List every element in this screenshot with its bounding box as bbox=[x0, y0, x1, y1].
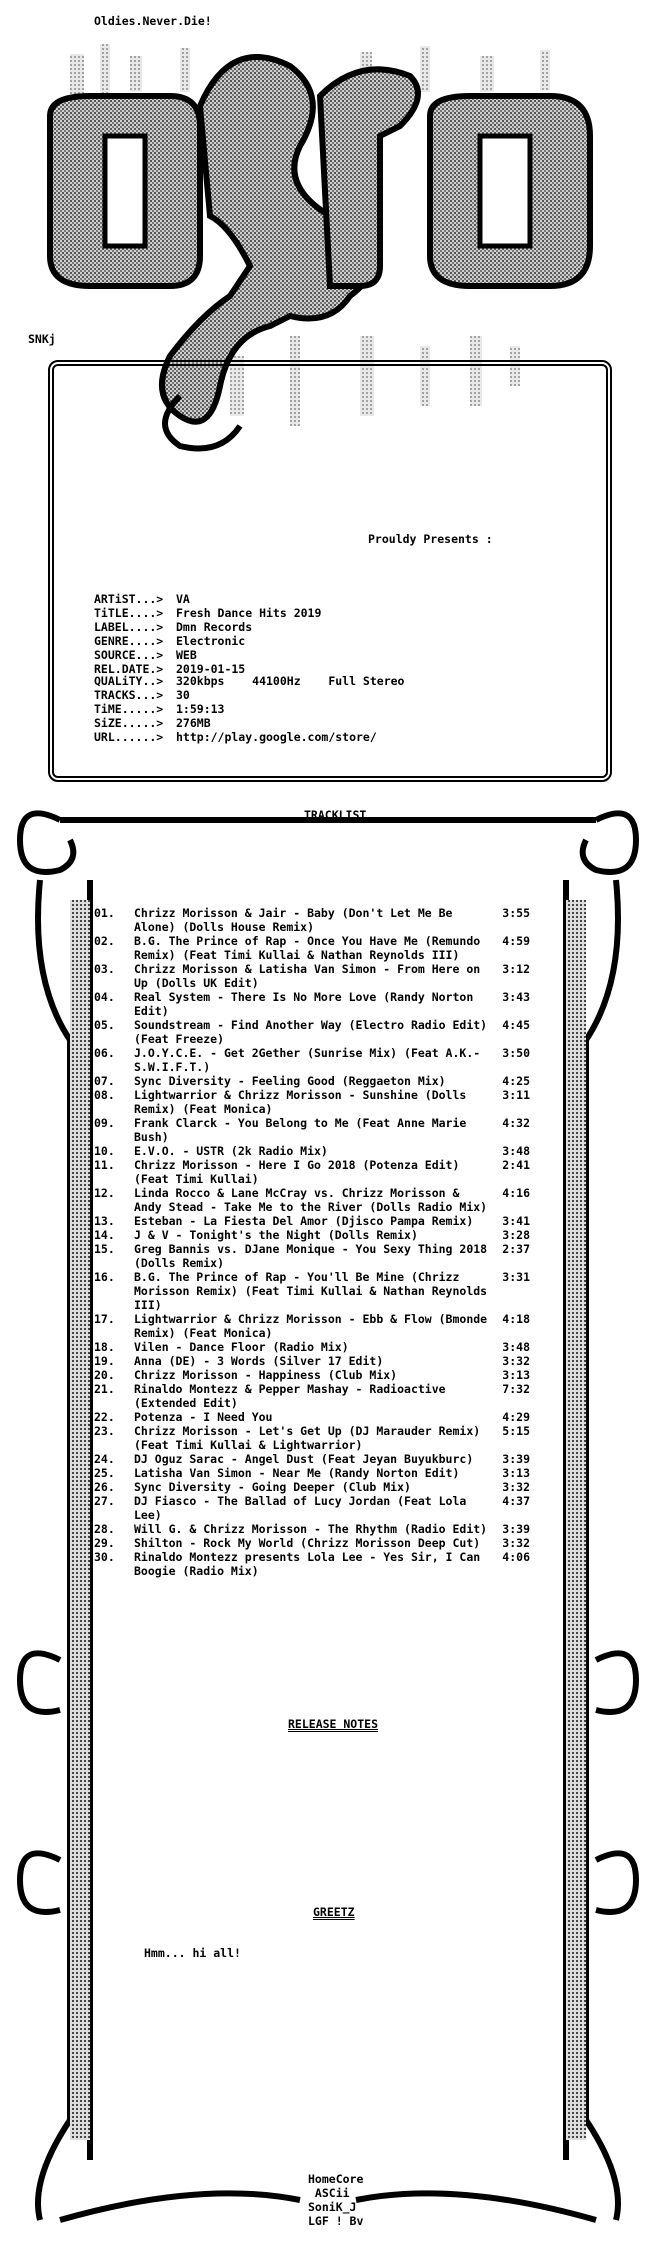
track-number: 17. bbox=[94, 1312, 115, 1326]
info-row-source: SOURCE...> WEB bbox=[94, 648, 197, 662]
track-title: Anna (DE) - 3 Words (Silver 17 Edit) bbox=[134, 1354, 384, 1368]
track-title: Chrizz Morisson - Let's Get Up (DJ Marauder Remix) (Feat Timi Kullai & Lightwarrior) bbox=[134, 1424, 488, 1452]
track-number: 20. bbox=[94, 1368, 115, 1382]
track-time: 2:37 bbox=[502, 1242, 530, 1256]
track-title: J.O.Y.C.E. - Get 2Gether (Sunrise Mix) (Feat A.K.-S.W.I.F.T.) bbox=[134, 1046, 481, 1074]
track-time: 4:45 bbox=[502, 1018, 530, 1032]
track-time: 3:39 bbox=[502, 1452, 530, 1466]
track-title: Chrizz Morisson & Latisha Van Simon - From Here on Up (Dolls UK Edit) bbox=[134, 962, 488, 990]
track-title: Chrizz Morisson - Happiness (Club Mix) bbox=[134, 1368, 398, 1382]
track-number: 09. bbox=[94, 1116, 115, 1130]
track-row bbox=[94, 1186, 534, 1214]
track-row bbox=[94, 1522, 534, 1536]
info-row-size: SiZE.....> 276MB bbox=[94, 716, 211, 730]
track-title: Rinaldo Montezz presents Lola Lee - Yes Sir, I Can Boogie (Radio Mix) bbox=[134, 1550, 488, 1578]
track-row bbox=[94, 1340, 534, 1354]
track-time: 4:16 bbox=[502, 1186, 530, 1200]
track-number: 02. bbox=[94, 934, 115, 948]
track-time: 3:32 bbox=[502, 1480, 530, 1494]
track-title: Lightwarrior & Chrizz Morisson - Ebb & Flow (Bmonde Remix) (Feat Monica) bbox=[134, 1312, 495, 1340]
track-number: 05. bbox=[94, 1018, 115, 1032]
track-time: 3:43 bbox=[502, 990, 530, 1004]
track-title: B.G. The Prince of Rap - Once You Have Me (Remundo Remix) (Feat Timi Kullai & Nathan Reynolds III) bbox=[134, 934, 488, 962]
track-time: 3:13 bbox=[502, 1466, 530, 1480]
track-row bbox=[94, 1270, 534, 1312]
track-title: E.V.O. - USTR (2k Radio Mix) bbox=[134, 1144, 328, 1158]
track-row bbox=[94, 1046, 534, 1074]
track-row bbox=[94, 962, 534, 990]
track-row bbox=[94, 1228, 534, 1242]
track-time: 5:15 bbox=[502, 1424, 530, 1438]
track-row bbox=[94, 1354, 534, 1368]
track-time: 3:39 bbox=[502, 1522, 530, 1536]
track-time: 3:13 bbox=[502, 1368, 530, 1382]
greetz-text: Hmm... hi all! bbox=[144, 1946, 241, 1960]
credits bbox=[308, 2172, 363, 2228]
track-title: Latisha Van Simon - Near Me (Randy Norton Edit) bbox=[134, 1466, 460, 1480]
info-row-label: LABEL....> Dmn Records bbox=[94, 620, 253, 634]
track-number: 30. bbox=[94, 1550, 115, 1564]
track-time: 7:32 bbox=[502, 1382, 530, 1396]
track-row bbox=[94, 1550, 534, 1578]
track-number: 11. bbox=[94, 1158, 115, 1172]
info-row-url: URL......> http://play.google.com/store/ bbox=[94, 730, 377, 744]
track-title: Greg Bannis vs. DJane Monique - You Sexy Thing 2018 (Dolls Remix) bbox=[134, 1242, 495, 1270]
credit-line: SoniK_J bbox=[308, 2200, 357, 2214]
track-number: 22. bbox=[94, 1410, 115, 1424]
track-row bbox=[94, 1242, 534, 1270]
track-number: 15. bbox=[94, 1242, 115, 1256]
track-number: 10. bbox=[94, 1144, 115, 1158]
track-time: 4:59 bbox=[502, 934, 530, 948]
track-title: Chrizz Morisson - Here I Go 2018 (Potenza Edit) (Feat Timi Kullai) bbox=[134, 1158, 467, 1186]
track-time: 3:28 bbox=[502, 1228, 530, 1242]
track-time: 4:37 bbox=[502, 1494, 530, 1508]
track-title: DJ Fiasco - The Ballad of Lucy Jordan (Feat Lola Lee) bbox=[134, 1494, 474, 1522]
track-number: 19. bbox=[94, 1354, 115, 1368]
track-row bbox=[94, 1368, 534, 1382]
release-notes-heading: RELEASE NOTES bbox=[288, 1717, 379, 1731]
track-time: 3:32 bbox=[502, 1354, 530, 1368]
info-row-reldate: REL.DATE.> 2019-01-15 bbox=[94, 662, 246, 676]
track-number: 14. bbox=[94, 1228, 115, 1242]
tracklist bbox=[94, 906, 534, 1578]
track-number: 23. bbox=[94, 1424, 115, 1438]
track-number: 25. bbox=[94, 1466, 115, 1480]
track-row bbox=[94, 1494, 534, 1522]
track-time: 3:55 bbox=[502, 906, 530, 920]
track-title: Will G. & Chrizz Morisson - The Rhythm (Radio Edit) bbox=[134, 1522, 488, 1536]
track-number: 28. bbox=[94, 1522, 115, 1536]
tracklist-heading: TRACKLIST bbox=[304, 808, 367, 822]
track-time: 3:50 bbox=[502, 1046, 530, 1060]
track-title: Real System - There Is No More Love (Randy Norton Edit) bbox=[134, 990, 481, 1018]
track-row bbox=[94, 1424, 534, 1452]
track-time: 4:18 bbox=[502, 1312, 530, 1326]
track-number: 16. bbox=[94, 1270, 115, 1284]
track-time: 4:32 bbox=[502, 1116, 530, 1130]
track-time: 3:11 bbox=[502, 1088, 530, 1102]
credit-line: ASCii bbox=[308, 2186, 350, 2200]
track-time: 3:48 bbox=[502, 1340, 530, 1354]
release-tech-info bbox=[94, 674, 404, 744]
track-time: 4:06 bbox=[502, 1550, 530, 1564]
track-row bbox=[94, 1074, 534, 1088]
track-number: 08. bbox=[94, 1088, 115, 1102]
track-title: Linda Rocco & Lane McCray vs. Chrizz Morisson & Andy Stead - Take Me to the River (Dolls Radio Mix) bbox=[134, 1186, 488, 1214]
track-title: Frank Clarck - You Belong to Me (Feat Anne Marie Bush) bbox=[134, 1116, 474, 1144]
track-title: B.G. The Prince of Rap - You'll Be Mine (Chrizz Morisson Remix) (Feat Timi Kullai & Nathan Reynolds III) bbox=[134, 1270, 495, 1312]
track-row bbox=[94, 1536, 534, 1550]
track-row bbox=[94, 1452, 534, 1466]
release-info bbox=[94, 592, 321, 676]
track-title: Potenza - I Need You bbox=[134, 1410, 273, 1424]
track-title: Sync Diversity - Going Deeper (Club Mix) bbox=[134, 1480, 411, 1494]
track-number: 21. bbox=[94, 1382, 115, 1396]
track-row bbox=[94, 1480, 534, 1494]
track-number: 06. bbox=[94, 1046, 115, 1060]
track-title: Shilton - Rock My World (Chrizz Morisson Deep Cut) bbox=[134, 1536, 481, 1550]
tagline: Oldies.Never.Die! bbox=[94, 14, 212, 28]
track-number: 18. bbox=[94, 1340, 115, 1354]
track-time: 4:29 bbox=[502, 1410, 530, 1424]
track-number: 01. bbox=[94, 906, 115, 920]
info-row-title: TiTLE....> Fresh Dance Hits 2019 bbox=[94, 606, 322, 620]
track-number: 03. bbox=[94, 962, 115, 976]
track-title: J & V - Tonight's the Night (Dolls Remix) bbox=[134, 1228, 418, 1242]
info-row-quality: QUALiTY..> 320kbps 44100Hz Full Stereo bbox=[94, 674, 405, 688]
track-title: DJ Oguz Sarac - Angel Dust (Feat Jeyan Buyukburc) bbox=[134, 1452, 474, 1466]
track-title: Chrizz Morisson & Jair - Baby (Don't Let Me Be Alone) (Dolls House Remix) bbox=[134, 906, 460, 934]
track-title: Sync Diversity - Feeling Good (Reggaeton Mix) bbox=[134, 1074, 446, 1088]
track-number: 13. bbox=[94, 1214, 115, 1228]
track-time: 4:25 bbox=[502, 1074, 530, 1088]
track-title: Soundstream - Find Another Way (Electro Radio Edit) (Feat Freeze) bbox=[134, 1018, 495, 1046]
greetz-heading: GREETZ bbox=[313, 1905, 355, 1919]
info-row-tracks: TRACKS...> 30 bbox=[94, 688, 190, 702]
track-number: 27. bbox=[94, 1494, 115, 1508]
track-number: 24. bbox=[94, 1452, 115, 1466]
track-row bbox=[94, 1158, 534, 1186]
track-number: 07. bbox=[94, 1074, 115, 1088]
track-time: 2:41 bbox=[502, 1158, 530, 1172]
credit-line: LGF ! Bv bbox=[308, 2214, 364, 2228]
track-time: 3:32 bbox=[502, 1536, 530, 1550]
track-row bbox=[94, 1214, 534, 1228]
track-row bbox=[94, 1088, 534, 1116]
info-row-artist: ARTiST...> VA bbox=[94, 592, 190, 606]
track-title: Vilen - Dance Floor (Radio Mix) bbox=[134, 1340, 349, 1354]
track-number: 12. bbox=[94, 1186, 115, 1200]
track-row bbox=[94, 1144, 534, 1158]
presents-text: Prouldy Presents : bbox=[368, 532, 493, 546]
track-row bbox=[94, 1410, 534, 1424]
track-title: Rinaldo Montezz & Pepper Mashay - Radioactive (Extended Edit) bbox=[134, 1382, 453, 1410]
info-row-genre: GENRE....> Electronic bbox=[94, 634, 246, 648]
track-row bbox=[94, 906, 534, 934]
track-row bbox=[94, 1116, 534, 1144]
track-row bbox=[94, 1382, 534, 1410]
track-row bbox=[94, 1466, 534, 1480]
track-time: 3:12 bbox=[502, 962, 530, 976]
track-number: 04. bbox=[94, 990, 115, 1004]
track-row bbox=[94, 1018, 534, 1046]
credit-line: HomeCore bbox=[308, 2172, 364, 2186]
track-row bbox=[94, 990, 534, 1018]
track-time: 3:41 bbox=[502, 1214, 530, 1228]
artist-signature: SNKj bbox=[28, 332, 56, 346]
track-row bbox=[94, 1312, 534, 1340]
track-row bbox=[94, 934, 534, 962]
track-number: 26. bbox=[94, 1480, 115, 1494]
info-row-time: TiME.....> 1:59:13 bbox=[94, 702, 225, 716]
track-number: 29. bbox=[94, 1536, 115, 1550]
track-title: Esteban - La Fiesta Del Amor (Djisco Pampa Remix) bbox=[134, 1214, 474, 1228]
track-title: Lightwarrior & Chrizz Morisson - Sunshine (Dolls Remix) (Feat Monica) bbox=[134, 1088, 474, 1116]
track-time: 3:48 bbox=[502, 1144, 530, 1158]
track-time: 3:31 bbox=[502, 1270, 530, 1284]
